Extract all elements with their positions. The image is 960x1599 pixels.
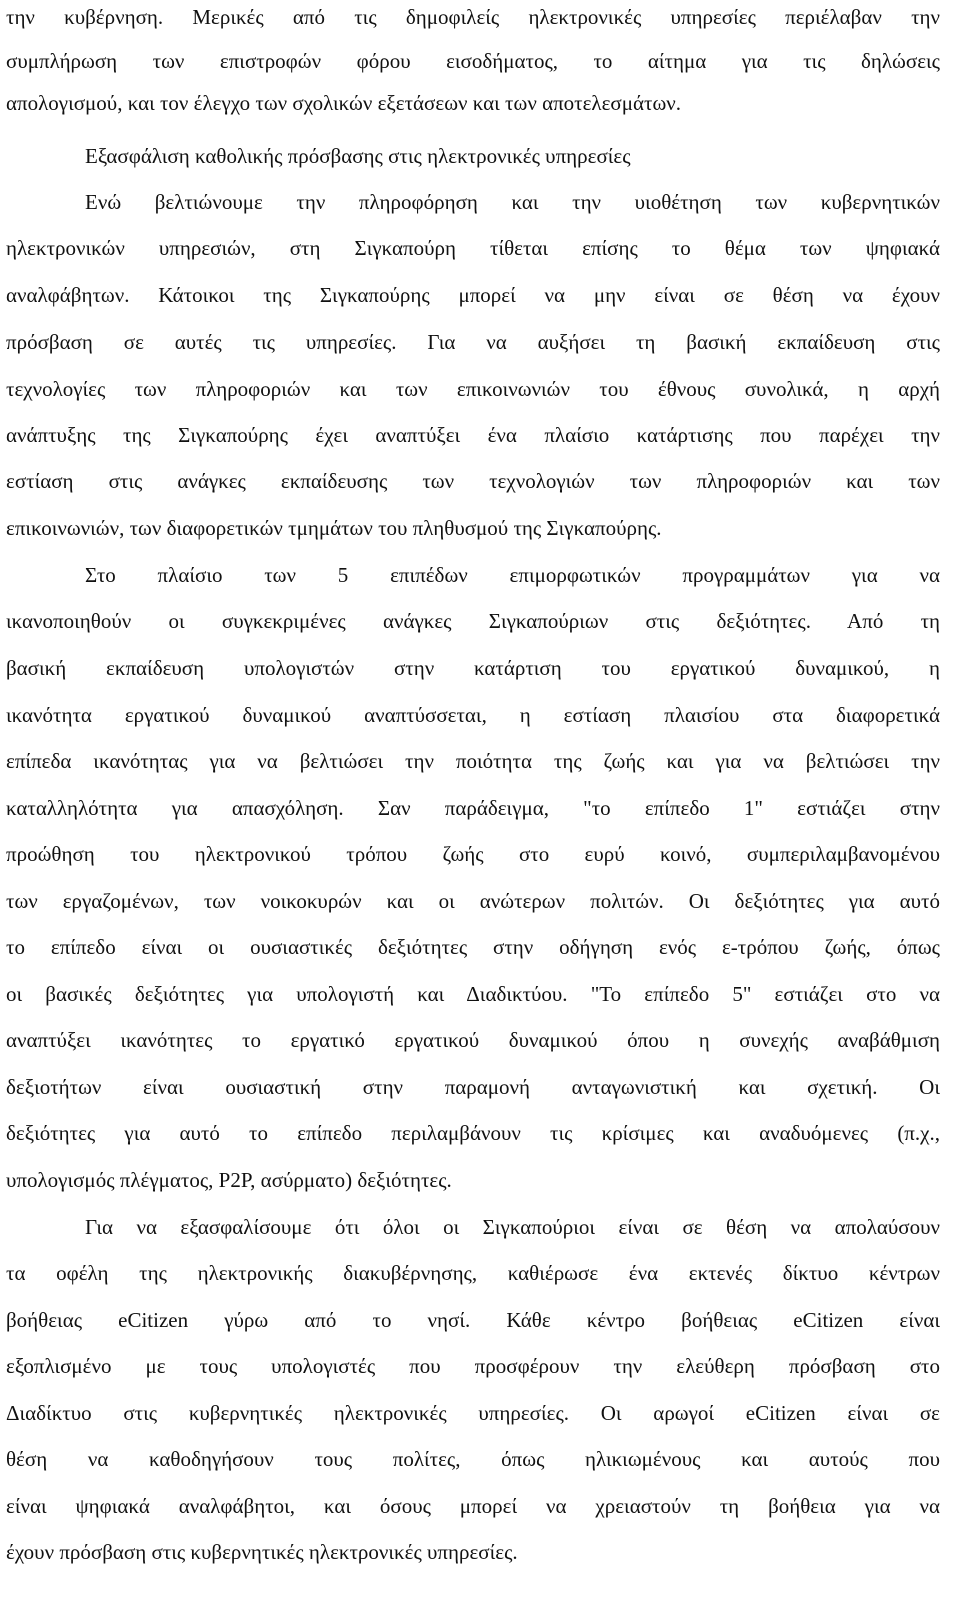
text-line: των εργαζομένων, των νοικοκυρών και οι ανώτερων πολιτών. Οι δεξιότητες για αυτό bbox=[6, 889, 940, 913]
text-line: καταλληλότητα για απασχόληση. Σαν παράδειγμα, "το επίπεδο 1" εστιάζει στην bbox=[6, 796, 940, 820]
text-line: επίπεδα ικανότητας για να βελτιώσει την ποιότητα της ζωής και για να βελτιώσει την bbox=[6, 749, 940, 773]
text-line: Στο πλαίσιο των 5 επιπέδων επιμορφωτικών προγραμμάτων για να bbox=[85, 563, 940, 587]
text-line: είναι ψηφιακά αναλφάβητοι, και όσους μπορεί να χρειαστούν τη βοήθεια για να bbox=[6, 1494, 940, 1518]
text-line: πρόσβαση σε αυτές τις υπηρεσίες. Για να αυξήσει τη βασική εκπαίδευση στις bbox=[6, 330, 940, 354]
text-line: υπολογισμός πλέγματος, P2P, ασύρματο) δεξιότητες. bbox=[6, 1168, 452, 1192]
text-line: Για να εξασφαλίσουμε ότι όλοι οι Σιγκαπούριοι είναι σε θέση να απολαύσουν bbox=[85, 1215, 940, 1239]
text-line: ανάπτυξης της Σιγκαπούρης έχει αναπτύξει ένα πλαίσιο κατάρτισης που παρέχει την bbox=[6, 423, 940, 447]
text-line: Διαδίκτυο στις κυβερνητικές ηλεκτρονικές υπηρεσίες. Οι αρωγοί eCitizen είναι σε bbox=[6, 1401, 940, 1425]
section-heading: Εξασφάλιση καθολικής πρόσβασης στις ηλεκτρονικές υπηρεσίες bbox=[85, 144, 631, 168]
text-line: εξοπλισμένο με τους υπολογιστές που προσφέρουν την ελεύθερη πρόσβαση στο bbox=[6, 1354, 940, 1378]
text-line: βοήθειας eCitizen γύρω από το νησί. Κάθε κέντρο βοήθειας eCitizen είναι bbox=[6, 1308, 940, 1332]
text-line: προώθηση του ηλεκτρονικού τρόπου ζωής στο ευρύ κοινό, συμπεριλαμβανομένου bbox=[6, 842, 940, 866]
text-line: εστίαση στις ανάγκες εκπαίδευσης των τεχνολογιών των πληροφοριών και των bbox=[6, 469, 940, 493]
text-line: αναλφάβητων. Κάτοικοι της Σιγκαπούρης μπορεί να μην είναι σε θέση να έχουν bbox=[6, 283, 940, 307]
text-line: βασική εκπαίδευση υπολογιστών στην κατάρτιση του εργατικού δυναμικού, η bbox=[6, 656, 940, 680]
text-line: έχουν πρόσβαση στις κυβερνητικές ηλεκτρονικές υπηρεσίες. bbox=[6, 1540, 518, 1564]
text-line: απολογισμού, και τον έλεγχο των σχολικών εξετάσεων και των αποτελεσμάτων. bbox=[6, 91, 682, 115]
text-line: ικανοποιηθούν οι συγκεκριμένες ανάγκες Σιγκαπούριων στις δεξιότητες. Από τη bbox=[6, 609, 940, 633]
text-line: συμπλήρωση των επιστροφών φόρου εισοδήματος, το αίτημα για τις δηλώσεις bbox=[6, 49, 940, 73]
text-line: ηλεκτρονικών υπηρεσιών, στη Σιγκαπούρη τίθεται επίσης το θέμα των ψηφιακά bbox=[6, 236, 940, 260]
text-line: την κυβέρνηση. Μερικές από τις δημοφιλείς ηλεκτρονικές υπηρεσίες περιέλαβαν την bbox=[6, 5, 940, 29]
text-line: το επίπεδο είναι οι ουσιαστικές δεξιότητες στην οδήγηση ενός ε-τρόπου ζωής, όπως bbox=[6, 935, 940, 959]
text-line: ικανότητα εργατικού δυναμικού αναπτύσσεται, η εστίαση πλαισίου στα διαφορετικά bbox=[6, 703, 940, 727]
text-line: οι βασικές δεξιότητες για υπολογιστή και Διαδικτύου. "Το επίπεδο 5" εστιάζει στο να bbox=[6, 982, 940, 1006]
text-line: θέση να καθοδηγήσουν τους πολίτες, όπως ηλικιωμένους και αυτούς που bbox=[6, 1447, 940, 1471]
text-line: αναπτύξει ικανότητες το εργατικό εργατικού δυναμικού όπου η συνεχής αναβάθμιση bbox=[6, 1028, 940, 1052]
text-line: Ενώ βελτιώνουμε την πληροφόρηση και την υιοθέτηση των κυβερνητικών bbox=[85, 190, 940, 214]
text-line: τα οφέλη της ηλεκτρονικής διακυβέρνησης, καθιέρωσε ένα εκτενές δίκτυο κέντρων bbox=[6, 1261, 940, 1285]
text-line: δεξιοτήτων είναι ουσιαστική στην παραμονή ανταγωνιστική και σχετική. Οι bbox=[6, 1075, 940, 1099]
text-line: τεχνολογίες των πληροφοριών και των επικοινωνιών του έθνους συνολικά, η αρχή bbox=[6, 377, 940, 401]
text-line: δεξιότητες για αυτό το επίπεδο περιλαμβάνουν τις κρίσιμες και αναδυόμενες (π.χ., bbox=[6, 1121, 940, 1145]
text-line: επικοινωνιών, των διαφορετικών τμημάτων του πληθυσμού της Σιγκαπούρης. bbox=[6, 516, 662, 540]
